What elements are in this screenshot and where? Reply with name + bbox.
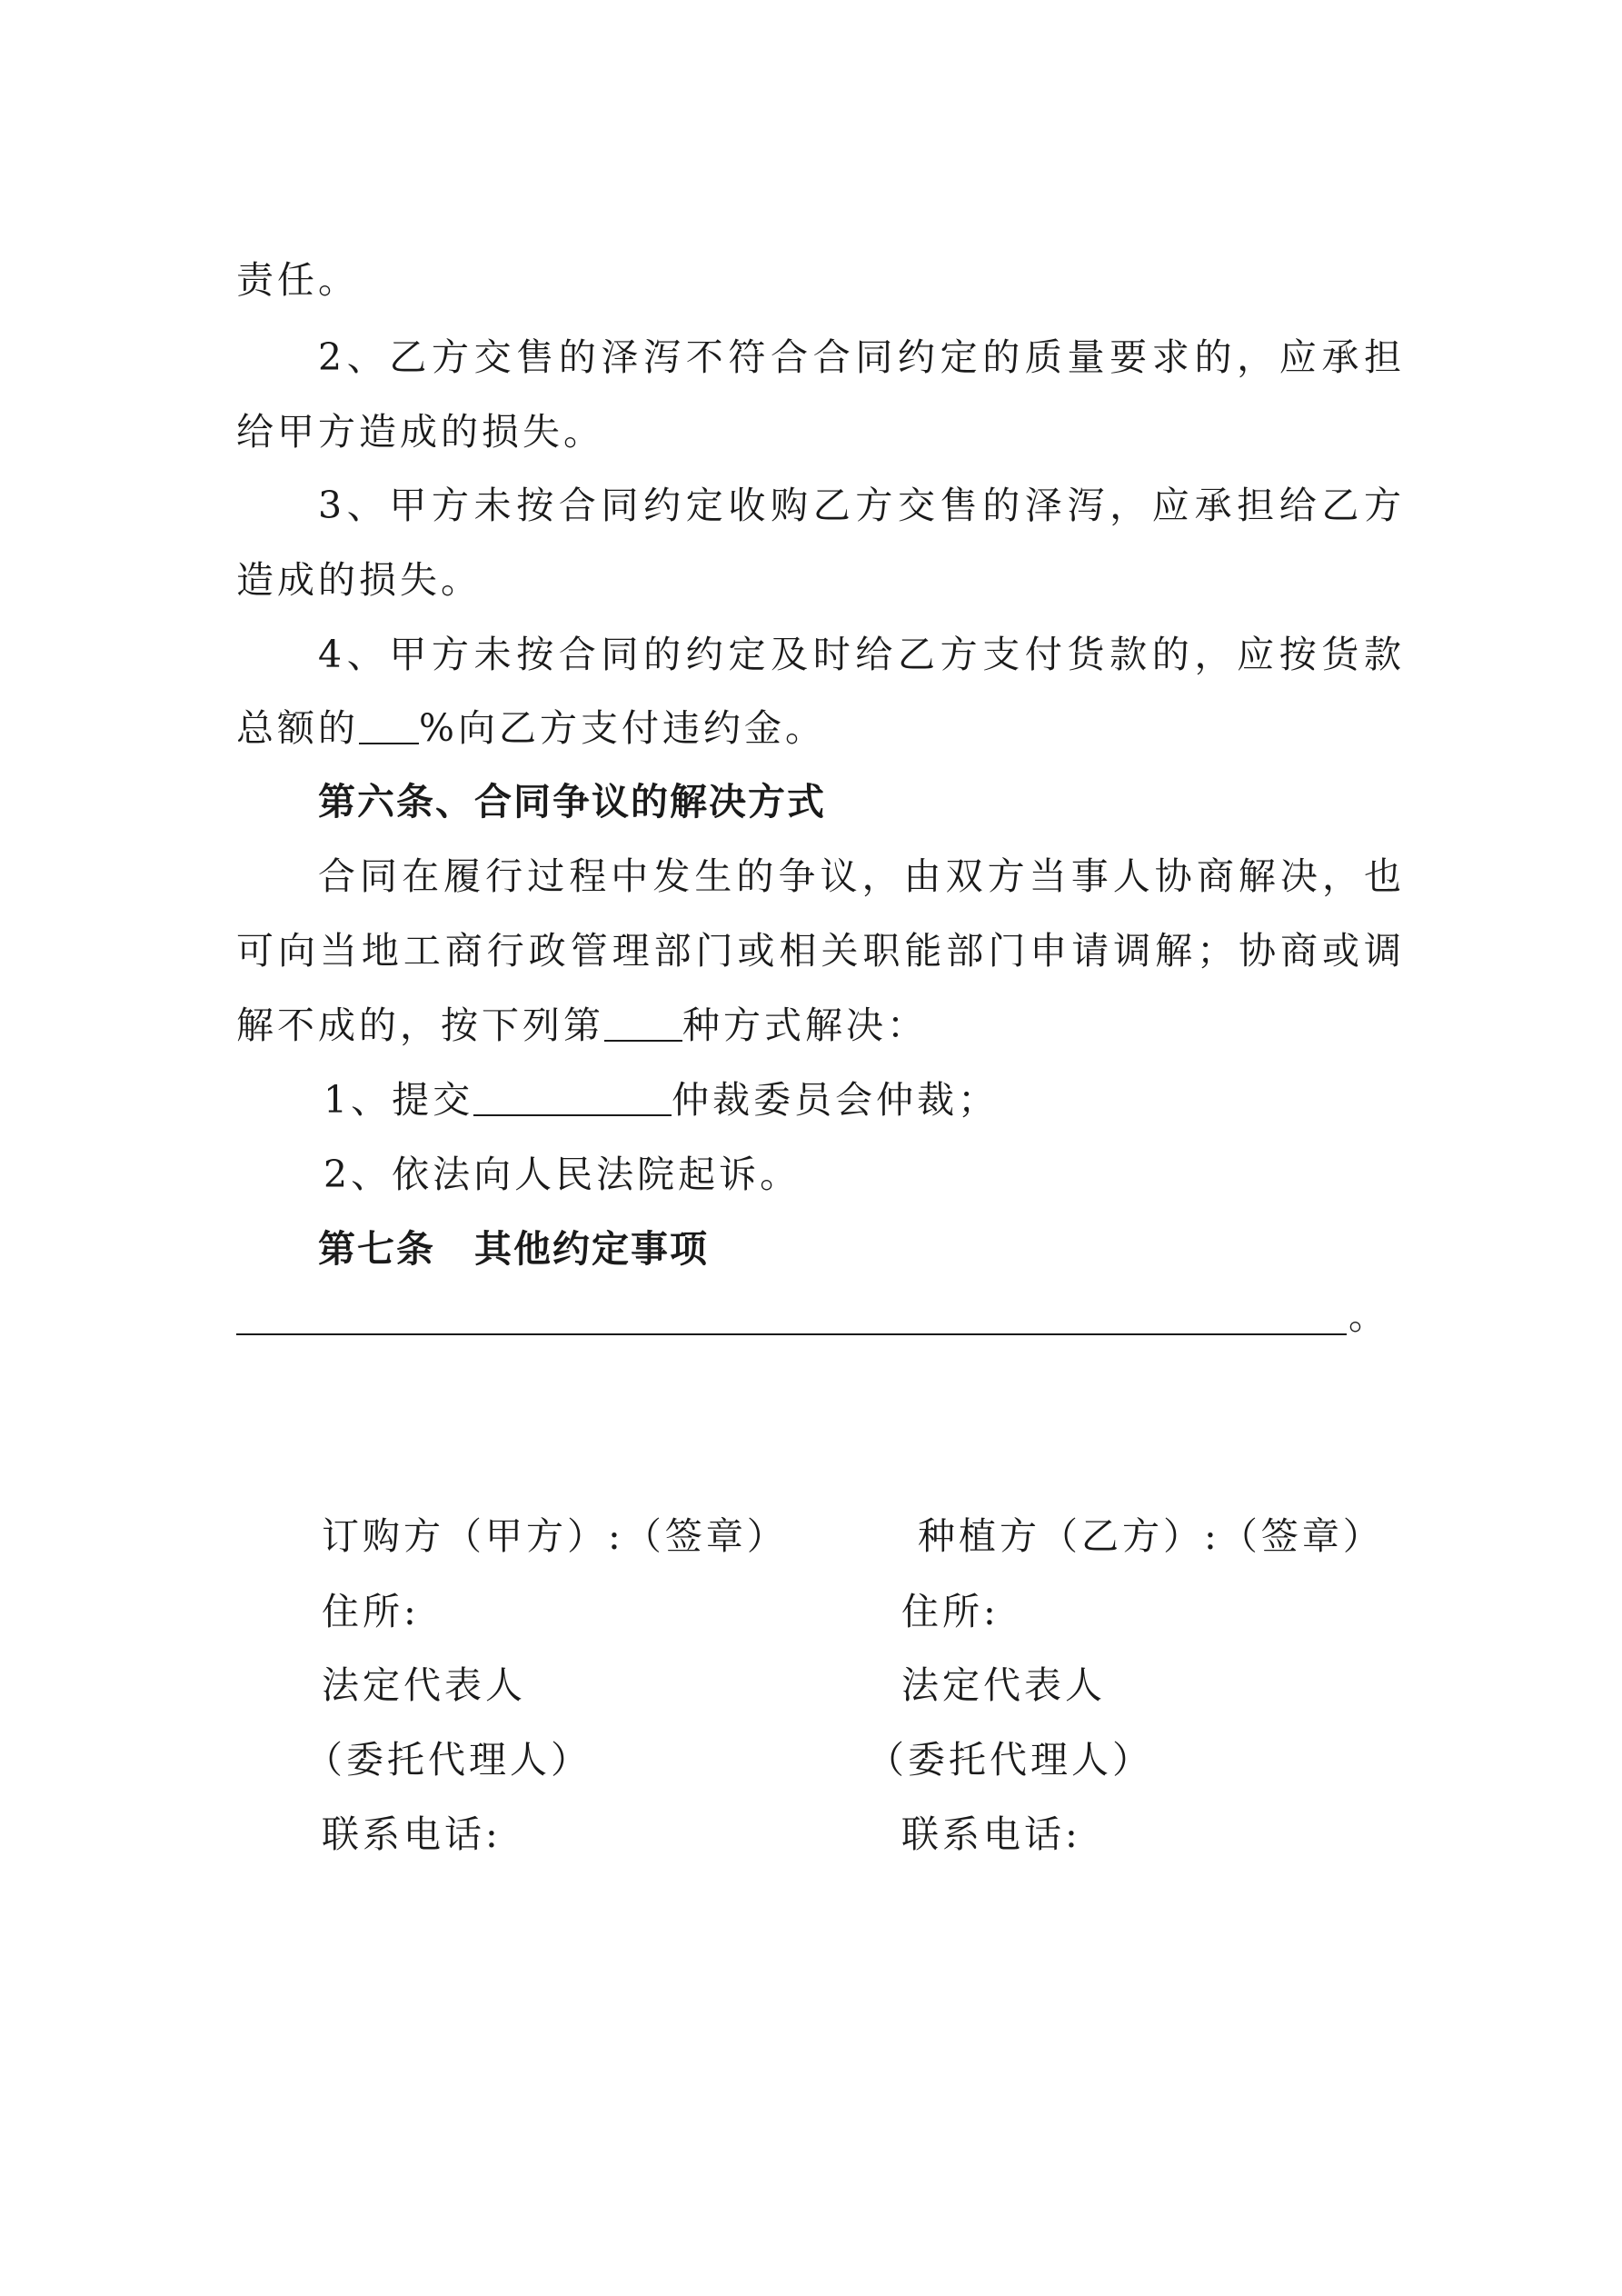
a6-line-3-text-a: 解不成的，按下列第 [236,1003,604,1047]
party-a-agent: （委托代理人） [305,1738,592,1782]
party-a-label: 订购方（甲方）:（签章） [322,1514,788,1558]
a5-clause-4-cont [236,703,826,754]
a6-option-1 [323,1074,999,1125]
method-number-blank[interactable] [604,1003,682,1042]
a5-clause-3: 3、甲方未按合同约定收购乙方交售的泽泻，应承担给乙方 [318,484,1401,527]
a6-option-1-text-a: 1、提交 [323,1078,474,1122]
a5-clause-4-text-a: 总额的 [236,706,359,750]
a5-clause-2-cont: 给甲方造成的损失。 [236,410,604,454]
party-b-legal-rep: 法定代表人 [901,1663,1106,1707]
a6-line-1: 合同在履行过程中发生的争议，由双方当事人协商解决，也 [318,854,1401,898]
a5-line-1: 责任。 [236,258,359,302]
a5-clause-4: 4、甲方未按合同的约定及时给乙方支付货款的，应按货款 [318,633,1401,676]
party-b-address: 住所: [901,1590,1000,1633]
a5-clause-4-text-b: %向乙方支付违约金。 [419,706,826,750]
arbitration-committee-blank[interactable] [473,1078,672,1116]
other-matters-blank-line[interactable] [236,1333,1347,1335]
a6-option-1-text-b: 仲裁委员会仲裁； [672,1078,1000,1122]
a5-clause-3-cont: 造成的损失。 [236,558,482,602]
party-a-legal-rep: 法定代表人 [322,1663,526,1707]
party-a-phone: 联系电话: [322,1812,502,1856]
a6-line-3 [236,1000,928,1051]
a5-clause-2: 2、乙方交售的泽泻不符合合同约定的质量要求的，应承担 [318,335,1401,379]
penalty-percent-blank[interactable] [359,706,419,744]
party-b-label: 种植方（乙方）:（签章） [918,1514,1384,1558]
party-b-agent: （委托代理人） [867,1738,1153,1782]
a6-option-2: 2、依法向人民法院起诉。 [323,1153,801,1196]
a6-line-3-text-b: 种方式解决： [682,1003,928,1047]
article-6-heading: 第六条、合同争议的解决方式 [318,780,826,824]
a6-line-2: 可向当地工商行政管理部门或相关职能部门申请调解；协商或调 [236,929,1401,973]
article-7-end-mark: 。 [1348,1294,1389,1338]
party-b-phone: 联系电话: [901,1812,1081,1856]
party-a-address: 住所: [322,1590,420,1633]
article-7-heading: 第七条 其他约定事项 [318,1227,709,1271]
